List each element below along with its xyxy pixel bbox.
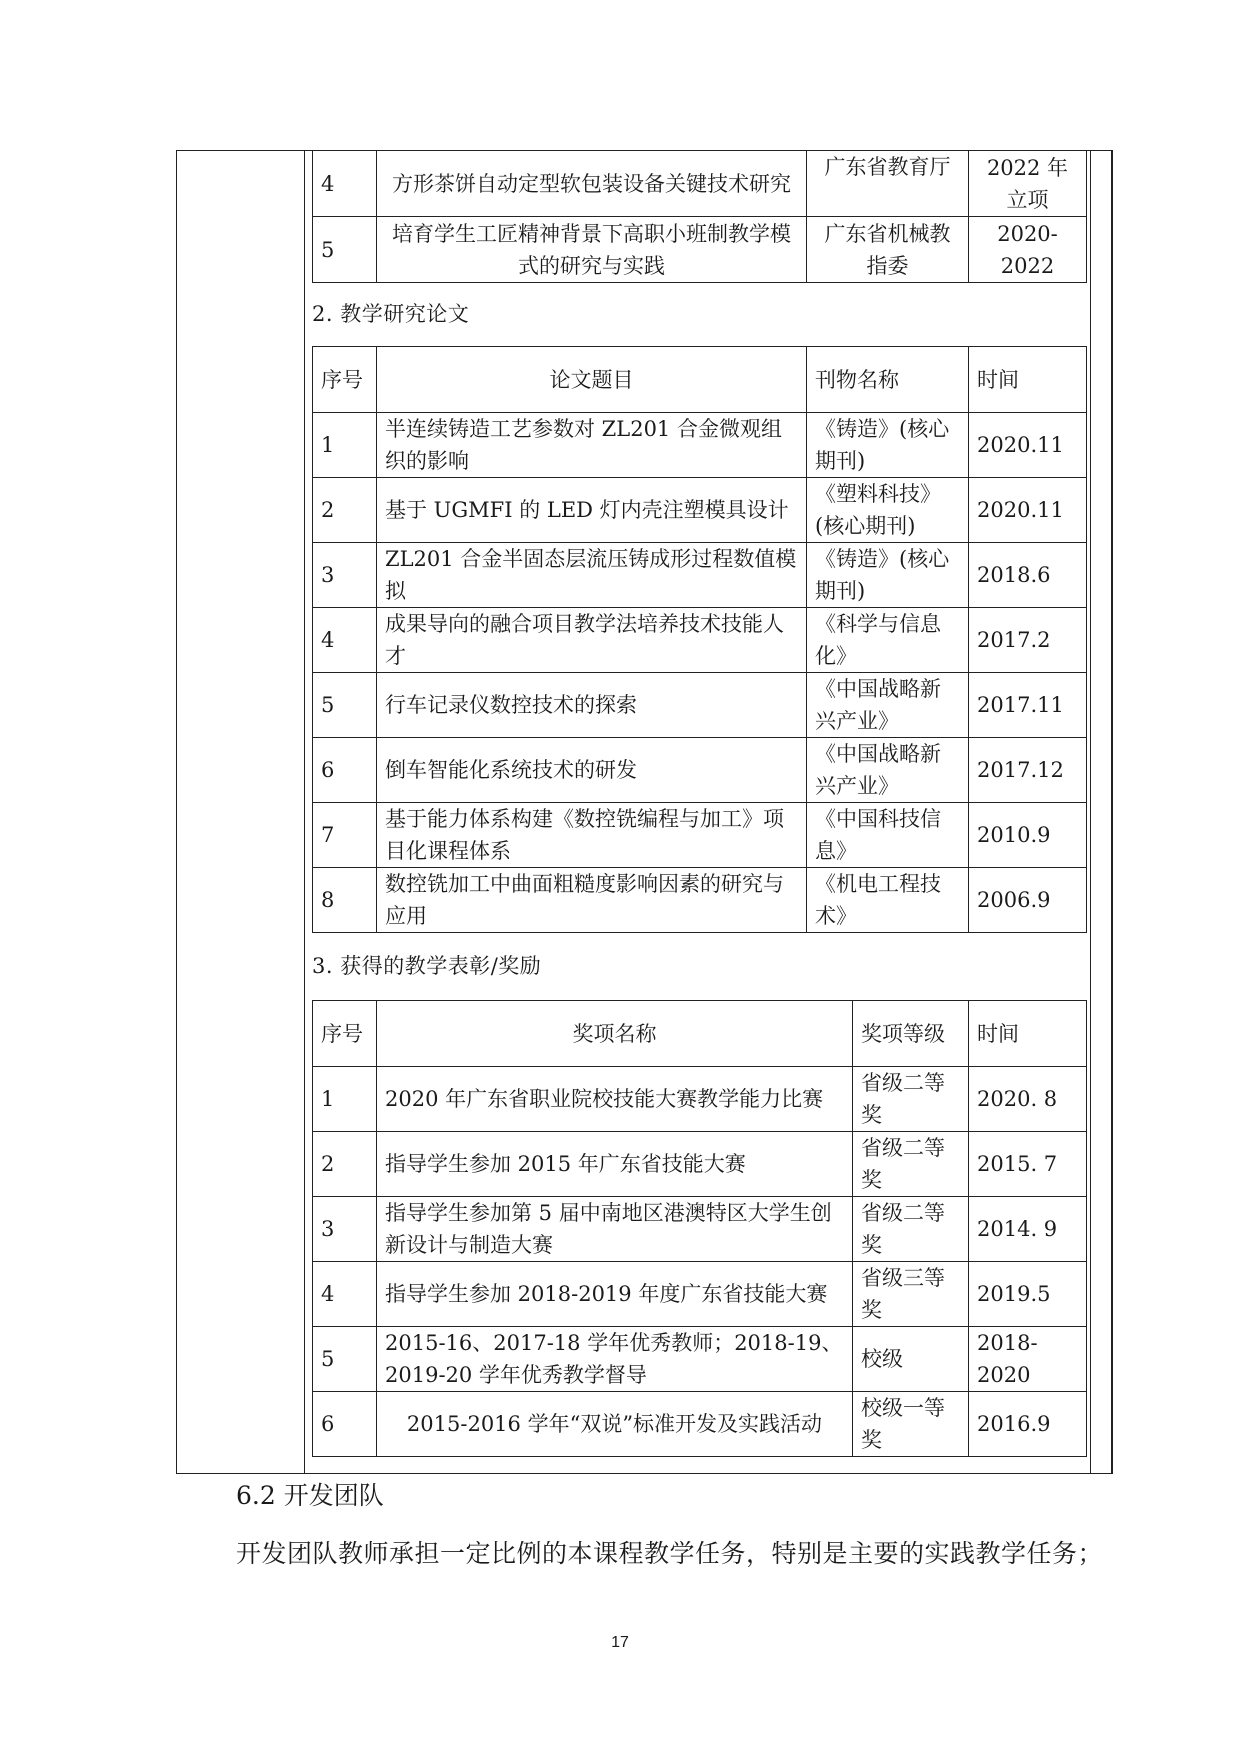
paper-title: 数控铣加工中曲面粗糙度影响因素的研究与应用 <box>377 868 807 933</box>
paper-title: 基于 UGMFI 的 LED 灯内壳注塑模具设计 <box>377 478 807 543</box>
inner-column-divider <box>304 150 305 1474</box>
paper-journal: 《铸造》(核心期刊) <box>807 543 969 608</box>
table-row <box>313 1132 1087 1197</box>
table-header-row <box>313 347 1087 413</box>
paper-title: 半连续铸造工艺参数对 ZL201 合金微观组织的影响 <box>377 413 807 478</box>
header-no: 序号 <box>313 1001 377 1067</box>
project-time: 2020-2022 <box>969 217 1087 283</box>
table-row <box>313 1067 1087 1132</box>
project-org: 广东省机械教指委 <box>807 217 969 283</box>
paper-title: 基于能力体系构建《数控铣编程与加工》项目化课程体系 <box>377 803 807 868</box>
award-level: 省级三等奖 <box>853 1262 969 1327</box>
paper-journal: 《中国战略新兴产业》 <box>807 738 969 803</box>
project-time: 2022 年立项 <box>969 151 1087 217</box>
award-name: 2020 年广东省职业院校技能大赛教学能力比赛 <box>377 1067 853 1132</box>
paper-journal: 《中国战略新兴产业》 <box>807 673 969 738</box>
awards-section-title: 3. 获得的教学表彰/奖励 <box>312 954 542 978</box>
paper-title: 倒车智能化系统技术的研发 <box>377 738 807 803</box>
paper-no: 4 <box>313 608 377 673</box>
paper-no: 6 <box>313 738 377 803</box>
table-row <box>313 868 1087 933</box>
paper-time: 2017.12 <box>969 738 1087 803</box>
paper-journal: 《科学与信息化》 <box>807 608 969 673</box>
paper-title: 行车记录仪数控技术的探索 <box>377 673 807 738</box>
project-no: 4 <box>313 151 377 217</box>
project-org: 广东省教育厅 <box>807 151 969 217</box>
paper-journal: 《中国科技信息》 <box>807 803 969 868</box>
header-time: 时间 <box>969 1001 1087 1067</box>
header-time: 时间 <box>969 347 1087 413</box>
award-name: 2015-16、2017-18 学年优秀教师；2018-19、2019-20 学年优秀教学督导 <box>377 1327 853 1392</box>
table-row <box>313 673 1087 738</box>
right-border-line <box>1112 150 1113 1474</box>
award-no: 2 <box>313 1132 377 1197</box>
project-title: 培育学生工匠精神背景下高职小班制教学模式的研究与实践 <box>377 217 807 283</box>
table-row <box>313 1262 1087 1327</box>
table-row <box>313 151 1087 217</box>
paper-time: 2020.11 <box>969 478 1087 543</box>
header-no: 序号 <box>313 347 377 413</box>
award-no: 1 <box>313 1067 377 1132</box>
award-no: 4 <box>313 1262 377 1327</box>
paper-no: 3 <box>313 543 377 608</box>
award-level: 省级二等奖 <box>853 1132 969 1197</box>
header-award-name: 奖项名称 <box>377 1001 853 1067</box>
award-time: 2016.9 <box>969 1392 1087 1457</box>
paper-no: 8 <box>313 868 377 933</box>
paper-time: 2010.9 <box>969 803 1087 868</box>
paper-no: 2 <box>313 478 377 543</box>
section-heading-6-2: 6.2 开发团队 <box>236 1481 384 1510</box>
award-time: 2014. 9 <box>969 1197 1087 1262</box>
award-level: 省级二等奖 <box>853 1197 969 1262</box>
table-row <box>313 738 1087 803</box>
paper-title: ZL201 合金半固态层流压铸成形过程数值模拟 <box>377 543 807 608</box>
paper-time: 2017.2 <box>969 608 1087 673</box>
award-name: 2015-2016 学年“双说”标准开发及实践活动 <box>377 1392 853 1457</box>
project-title: 方形茶饼自动定型软包装设备关键技术研究 <box>377 151 807 217</box>
table-row <box>313 1197 1087 1262</box>
award-level: 校级一等奖 <box>853 1392 969 1457</box>
paper-no: 1 <box>313 413 377 478</box>
table-row <box>313 803 1087 868</box>
page-number: 17 <box>611 1634 629 1651</box>
paper-journal: 《机电工程技术》 <box>807 868 969 933</box>
award-time: 2019.5 <box>969 1262 1087 1327</box>
table-header-row <box>313 1001 1087 1067</box>
table-row <box>313 478 1087 543</box>
projects-table <box>312 150 1087 283</box>
award-time: 2015. 7 <box>969 1132 1087 1197</box>
paper-journal: 《塑料科技》(核心期刊) <box>807 478 969 543</box>
award-name: 指导学生参加 2015 年广东省技能大赛 <box>377 1132 853 1197</box>
table-row <box>313 413 1087 478</box>
papers-section-title: 2. 教学研究论文 <box>312 302 470 326</box>
table-row <box>313 608 1087 673</box>
award-no: 6 <box>313 1392 377 1457</box>
header-title: 论文题目 <box>377 347 807 413</box>
paper-time: 2006.9 <box>969 868 1087 933</box>
paper-no: 5 <box>313 673 377 738</box>
award-level: 校级 <box>853 1327 969 1392</box>
table-row <box>313 543 1087 608</box>
paper-title: 成果导向的融合项目教学法培养技术技能人才 <box>377 608 807 673</box>
header-journal: 刊物名称 <box>807 347 969 413</box>
award-no: 3 <box>313 1197 377 1262</box>
award-time: 2020. 8 <box>969 1067 1087 1132</box>
award-name: 指导学生参加第 5 届中南地区港澳特区大学生创新设计与制造大赛 <box>377 1197 853 1262</box>
project-no: 5 <box>313 217 377 283</box>
paper-journal: 《铸造》(核心期刊) <box>807 413 969 478</box>
awards-table <box>312 1000 1087 1457</box>
table-row <box>313 217 1087 283</box>
table-row <box>313 1327 1087 1392</box>
table-row <box>313 1392 1087 1457</box>
section-paragraph: 开发团队教师承担一定比例的本课程教学任务，特别是主要的实践教学任务； <box>236 1539 1104 1568</box>
award-time: 2018-2020 <box>969 1327 1087 1392</box>
header-award-level: 奖项等级 <box>853 1001 969 1067</box>
paper-no: 7 <box>313 803 377 868</box>
paper-time: 2018.6 <box>969 543 1087 608</box>
award-no: 5 <box>313 1327 377 1392</box>
papers-table <box>312 346 1087 933</box>
paper-time: 2020.11 <box>969 413 1087 478</box>
paper-time: 2017.11 <box>969 673 1087 738</box>
right-column-divider <box>1090 150 1091 1474</box>
award-name: 指导学生参加 2018-2019 年度广东省技能大赛 <box>377 1262 853 1327</box>
award-level: 省级二等奖 <box>853 1067 969 1132</box>
